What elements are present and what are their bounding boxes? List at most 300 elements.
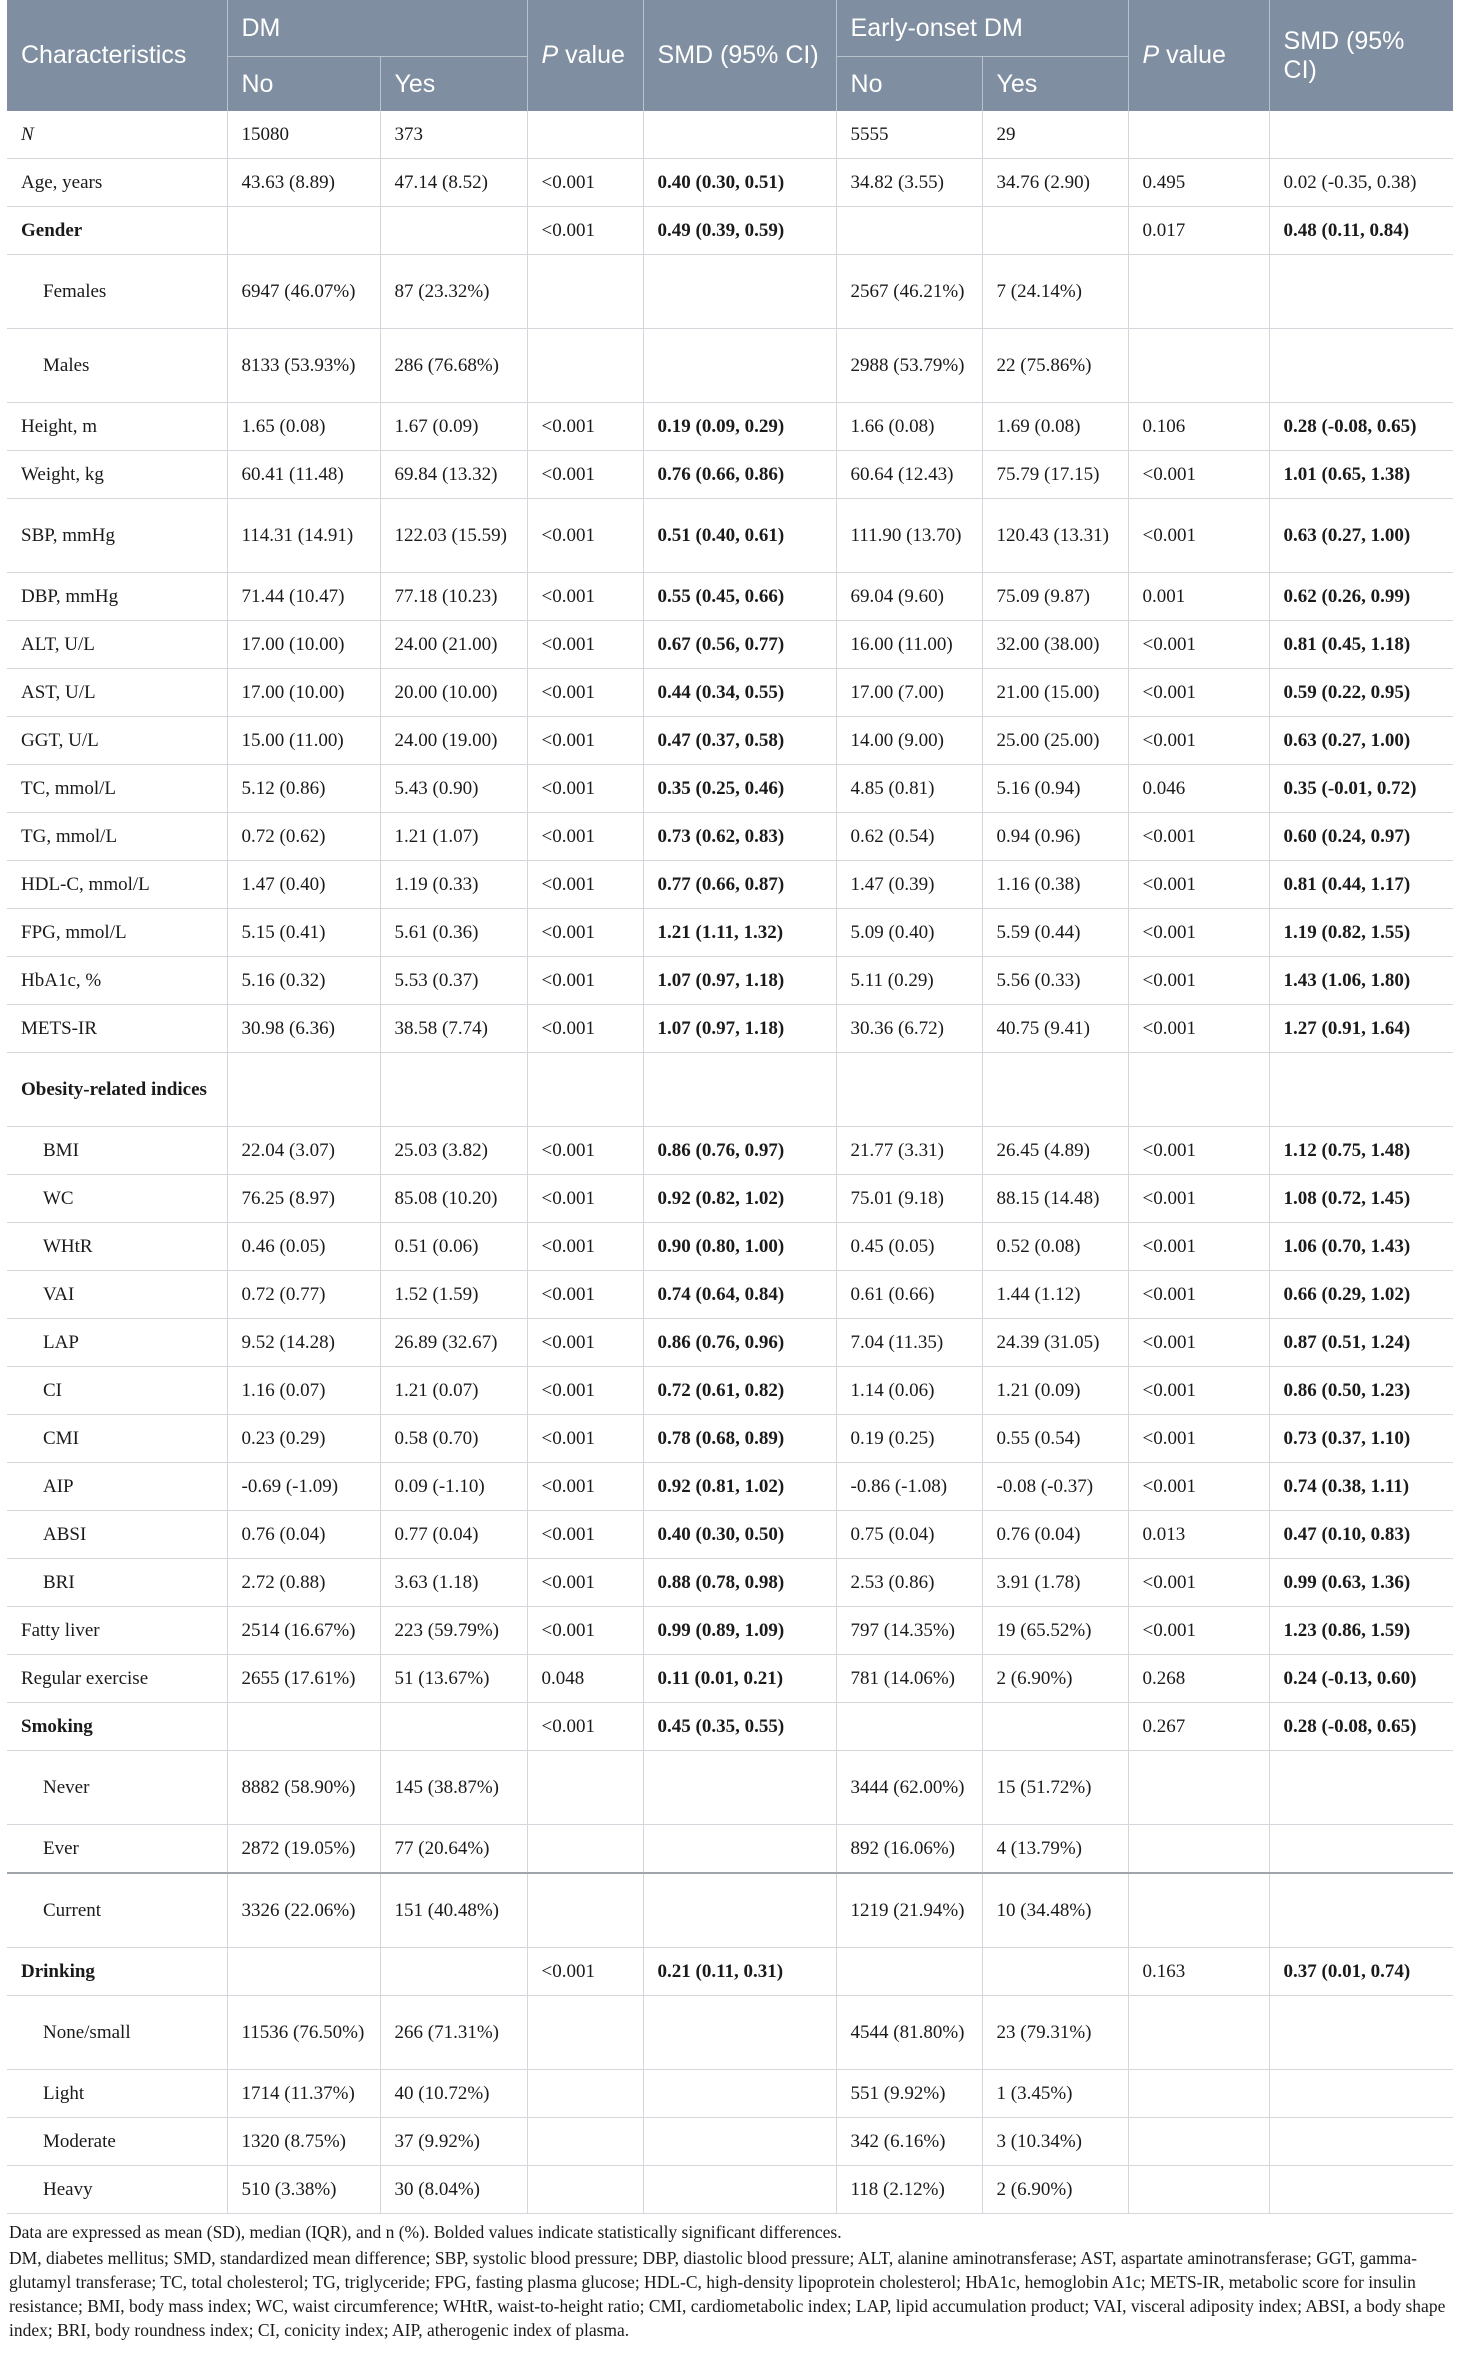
cell-eo-yes: 1 (3.45%)	[982, 2070, 1128, 2118]
cell-dm-no: 5.12 (0.86)	[227, 765, 380, 813]
table-row	[7, 1053, 1453, 1127]
cell-dm-no	[227, 1948, 380, 1996]
row-label: Light	[7, 2070, 227, 2118]
cell-eo-smd	[1269, 111, 1453, 159]
cell-eo-smd: 0.47 (0.10, 0.83)	[1269, 1511, 1453, 1559]
cell-dm-no: 8133 (53.93%)	[227, 329, 380, 403]
cell-eo-yes: 5.56 (0.33)	[982, 957, 1128, 1005]
cell-eo-smd: 1.01 (0.65, 1.38)	[1269, 451, 1453, 499]
row-label: Moderate	[7, 2118, 227, 2166]
cell-dm-smd: 0.92 (0.82, 1.02)	[643, 1175, 836, 1223]
cell-dm-smd	[643, 329, 836, 403]
cell-dm-smd	[643, 111, 836, 159]
row-label: SBP, mmHg	[7, 499, 227, 573]
cell-eo-no: 5.11 (0.29)	[836, 957, 982, 1005]
cell-dm-smd: 0.67 (0.56, 0.77)	[643, 621, 836, 669]
cell-dm-no: 5.15 (0.41)	[227, 909, 380, 957]
cell-dm-yes: 85.08 (10.20)	[380, 1175, 527, 1223]
table-row	[7, 403, 1453, 451]
cell-eo-yes: 75.09 (9.87)	[982, 573, 1128, 621]
cell-dm-no: 30.98 (6.36)	[227, 1005, 380, 1053]
row-label: Heavy	[7, 2166, 227, 2214]
cell-eo-yes: 0.55 (0.54)	[982, 1415, 1128, 1463]
row-label: CMI	[7, 1415, 227, 1463]
cell-dm-p-value	[527, 2166, 643, 2214]
cell-dm-p-value: <0.001	[527, 1319, 643, 1367]
table-row	[7, 573, 1453, 621]
cell-eo-no: 0.75 (0.04)	[836, 1511, 982, 1559]
cell-dm-smd: 0.47 (0.37, 0.58)	[643, 717, 836, 765]
row-label: AST, U/L	[7, 669, 227, 717]
cell-eo-yes: 1.21 (0.09)	[982, 1367, 1128, 1415]
cell-eo-yes: 40.75 (9.41)	[982, 1005, 1128, 1053]
cell-eo-p-value: <0.001	[1128, 1607, 1269, 1655]
row-label: Males	[7, 329, 227, 403]
cell-eo-no: 4.85 (0.81)	[836, 765, 982, 813]
cell-dm-no: 15.00 (11.00)	[227, 717, 380, 765]
cell-eo-p-value: 0.001	[1128, 573, 1269, 621]
cell-dm-smd: 1.07 (0.97, 1.18)	[643, 1005, 836, 1053]
cell-dm-yes: 1.21 (0.07)	[380, 1367, 527, 1415]
cell-eo-smd: 0.60 (0.24, 0.97)	[1269, 813, 1453, 861]
table-row	[7, 159, 1453, 207]
cell-dm-no: 43.63 (8.89)	[227, 159, 380, 207]
table-row	[7, 2070, 1453, 2118]
cell-dm-no: 2872 (19.05%)	[227, 1825, 380, 1874]
cell-dm-yes: 1.19 (0.33)	[380, 861, 527, 909]
cell-eo-no: 4544 (81.80%)	[836, 1996, 982, 2070]
cell-eo-yes: 26.45 (4.89)	[982, 1127, 1128, 1175]
row-label: VAI	[7, 1271, 227, 1319]
cell-dm-yes: 1.52 (1.59)	[380, 1271, 527, 1319]
cell-dm-no: 1.16 (0.07)	[227, 1367, 380, 1415]
cell-dm-p-value	[527, 1751, 643, 1825]
table-row	[7, 861, 1453, 909]
cell-dm-smd: 0.55 (0.45, 0.66)	[643, 573, 836, 621]
cell-dm-p-value	[527, 1053, 643, 1127]
cell-dm-p-value: 0.048	[527, 1655, 643, 1703]
row-label: BRI	[7, 1559, 227, 1607]
footnote-data-expression: Data are expressed as mean (SD), median (IQR), and n (%). Bolded values indicate statistically significant differences.	[9, 2222, 842, 2242]
cell-dm-no: 9.52 (14.28)	[227, 1319, 380, 1367]
table-row	[7, 1948, 1453, 1996]
table-row	[7, 669, 1453, 717]
cell-eo-p-value: 0.163	[1128, 1948, 1269, 1996]
cell-eo-smd	[1269, 1873, 1453, 1948]
header-characteristics: Characteristics	[7, 0, 227, 111]
cell-eo-p-value	[1128, 2166, 1269, 2214]
cell-eo-p-value: <0.001	[1128, 1415, 1269, 1463]
row-label: Fatty liver	[7, 1607, 227, 1655]
cell-dm-no: 2.72 (0.88)	[227, 1559, 380, 1607]
cell-dm-yes: 87 (23.32%)	[380, 255, 527, 329]
cell-eo-no: 17.00 (7.00)	[836, 669, 982, 717]
cell-eo-yes: 21.00 (15.00)	[982, 669, 1128, 717]
cell-dm-yes: 47.14 (8.52)	[380, 159, 527, 207]
cell-eo-yes: 0.94 (0.96)	[982, 813, 1128, 861]
cell-dm-smd	[643, 1053, 836, 1127]
table-row	[7, 813, 1453, 861]
header-dm-yes: Yes	[380, 57, 527, 112]
table-row	[7, 1319, 1453, 1367]
cell-eo-p-value	[1128, 329, 1269, 403]
header-eo-yes: Yes	[982, 57, 1128, 112]
cell-dm-smd: 0.49 (0.39, 0.59)	[643, 207, 836, 255]
table-row	[7, 2166, 1453, 2214]
cell-eo-no: 892 (16.06%)	[836, 1825, 982, 1874]
cell-eo-yes: 22 (75.86%)	[982, 329, 1128, 403]
cell-dm-smd: 1.07 (0.97, 1.18)	[643, 957, 836, 1005]
cell-dm-p-value: <0.001	[527, 1511, 643, 1559]
cell-eo-smd: 0.66 (0.29, 1.02)	[1269, 1271, 1453, 1319]
row-label: Obesity-related indices	[7, 1053, 227, 1127]
cell-dm-smd: 0.77 (0.66, 0.87)	[643, 861, 836, 909]
cell-dm-p-value	[527, 2118, 643, 2166]
header-eo-smd: SMD (95% CI)	[1269, 0, 1453, 111]
row-label: Smoking	[7, 1703, 227, 1751]
cell-dm-p-value: <0.001	[527, 403, 643, 451]
cell-dm-p-value: <0.001	[527, 1607, 643, 1655]
cell-dm-p-value: <0.001	[527, 1127, 643, 1175]
cell-eo-yes: 7 (24.14%)	[982, 255, 1128, 329]
cell-eo-yes: 32.00 (38.00)	[982, 621, 1128, 669]
cell-dm-smd: 0.45 (0.35, 0.55)	[643, 1703, 836, 1751]
cell-eo-no: 0.62 (0.54)	[836, 813, 982, 861]
table-body	[7, 111, 1453, 2214]
cell-eo-yes	[982, 207, 1128, 255]
cell-eo-yes: 75.79 (17.15)	[982, 451, 1128, 499]
table-row	[7, 207, 1453, 255]
cell-dm-no: 2514 (16.67%)	[227, 1607, 380, 1655]
cell-dm-smd: 1.21 (1.11, 1.32)	[643, 909, 836, 957]
cell-dm-yes: 145 (38.87%)	[380, 1751, 527, 1825]
cell-dm-no: 8882 (58.90%)	[227, 1751, 380, 1825]
cell-eo-no: 1.47 (0.39)	[836, 861, 982, 909]
cell-dm-yes: 77.18 (10.23)	[380, 573, 527, 621]
row-label: WC	[7, 1175, 227, 1223]
cell-eo-yes: 5.59 (0.44)	[982, 909, 1128, 957]
table-row	[7, 1415, 1453, 1463]
table-row	[7, 1703, 1453, 1751]
cell-eo-p-value: 0.013	[1128, 1511, 1269, 1559]
cell-eo-p-value: <0.001	[1128, 1175, 1269, 1223]
cell-dm-p-value: <0.001	[527, 1463, 643, 1511]
cell-eo-no: 0.45 (0.05)	[836, 1223, 982, 1271]
cell-dm-no	[227, 1053, 380, 1127]
cell-eo-p-value	[1128, 1996, 1269, 2070]
header-eo-p-value: P value	[1128, 0, 1269, 111]
cell-dm-p-value: <0.001	[527, 207, 643, 255]
cell-eo-smd	[1269, 2070, 1453, 2118]
table-header	[7, 0, 1453, 111]
cell-dm-p-value: <0.001	[527, 669, 643, 717]
cell-dm-smd: 0.40 (0.30, 0.51)	[643, 159, 836, 207]
table-row	[7, 765, 1453, 813]
cell-dm-p-value: <0.001	[527, 1271, 643, 1319]
cell-dm-p-value: <0.001	[527, 861, 643, 909]
cell-dm-smd: 0.86 (0.76, 0.96)	[643, 1319, 836, 1367]
cell-dm-smd: 0.44 (0.34, 0.55)	[643, 669, 836, 717]
cell-eo-yes: 2 (6.90%)	[982, 1655, 1128, 1703]
table-row	[7, 1873, 1453, 1948]
cell-dm-p-value: <0.001	[527, 1223, 643, 1271]
cell-dm-yes: 151 (40.48%)	[380, 1873, 527, 1948]
cell-dm-p-value: <0.001	[527, 499, 643, 573]
table-row	[7, 1127, 1453, 1175]
cell-eo-yes: 2 (6.90%)	[982, 2166, 1128, 2214]
cell-dm-yes: 25.03 (3.82)	[380, 1127, 527, 1175]
cell-dm-smd: 0.86 (0.76, 0.97)	[643, 1127, 836, 1175]
cell-dm-yes: 373	[380, 111, 527, 159]
table-row	[7, 1559, 1453, 1607]
header-dm-group: DM	[227, 0, 527, 57]
header-dm-no: No	[227, 57, 380, 112]
row-label: TC, mmol/L	[7, 765, 227, 813]
row-label: HDL-C, mmol/L	[7, 861, 227, 909]
header-dm-p-value: P value	[527, 0, 643, 111]
cell-dm-smd: 0.88 (0.78, 0.98)	[643, 1559, 836, 1607]
cell-dm-no: 114.31 (14.91)	[227, 499, 380, 573]
cell-eo-no: 34.82 (3.55)	[836, 159, 982, 207]
table-row	[7, 451, 1453, 499]
cell-dm-p-value: <0.001	[527, 1559, 643, 1607]
cell-eo-p-value: <0.001	[1128, 1127, 1269, 1175]
cell-eo-smd: 0.99 (0.63, 1.36)	[1269, 1559, 1453, 1607]
cell-dm-no: 1320 (8.75%)	[227, 2118, 380, 2166]
cell-dm-p-value: <0.001	[527, 909, 643, 957]
row-label: Never	[7, 1751, 227, 1825]
cell-dm-no: 0.76 (0.04)	[227, 1511, 380, 1559]
row-label: GGT, U/L	[7, 717, 227, 765]
cell-dm-yes	[380, 207, 527, 255]
cell-eo-smd: 0.63 (0.27, 1.00)	[1269, 717, 1453, 765]
row-label: HbA1c, %	[7, 957, 227, 1005]
cell-dm-smd: 0.99 (0.89, 1.09)	[643, 1607, 836, 1655]
cell-eo-p-value	[1128, 1751, 1269, 1825]
cell-dm-yes: 20.00 (10.00)	[380, 669, 527, 717]
cell-dm-yes: 5.61 (0.36)	[380, 909, 527, 957]
table-row	[7, 909, 1453, 957]
table-row	[7, 499, 1453, 573]
cell-dm-no: 76.25 (8.97)	[227, 1175, 380, 1223]
cell-eo-smd: 0.48 (0.11, 0.84)	[1269, 207, 1453, 255]
cell-eo-yes: 24.39 (31.05)	[982, 1319, 1128, 1367]
table-row	[7, 1607, 1453, 1655]
cell-eo-smd: 1.27 (0.91, 1.64)	[1269, 1005, 1453, 1053]
row-label: Ever	[7, 1825, 227, 1874]
table-row	[7, 1005, 1453, 1053]
cell-eo-p-value: <0.001	[1128, 717, 1269, 765]
row-label: Regular exercise	[7, 1655, 227, 1703]
cell-dm-p-value: <0.001	[527, 717, 643, 765]
cell-eo-smd: 1.43 (1.06, 1.80)	[1269, 957, 1453, 1005]
row-label: DBP, mmHg	[7, 573, 227, 621]
cell-eo-yes	[982, 1948, 1128, 1996]
cell-dm-smd	[643, 1996, 836, 2070]
cell-eo-smd: 0.59 (0.22, 0.95)	[1269, 669, 1453, 717]
cell-eo-smd: 0.81 (0.45, 1.18)	[1269, 621, 1453, 669]
row-label: CI	[7, 1367, 227, 1415]
cell-dm-smd: 0.21 (0.11, 0.31)	[643, 1948, 836, 1996]
cell-eo-p-value	[1128, 1053, 1269, 1127]
cell-eo-p-value	[1128, 2070, 1269, 2118]
cell-eo-smd: 0.73 (0.37, 1.10)	[1269, 1415, 1453, 1463]
cell-eo-no	[836, 1053, 982, 1127]
cell-dm-no: 60.41 (11.48)	[227, 451, 380, 499]
cell-dm-p-value	[527, 2070, 643, 2118]
table-row	[7, 1511, 1453, 1559]
cell-eo-smd	[1269, 2118, 1453, 2166]
cell-eo-yes: 29	[982, 111, 1128, 159]
cell-eo-smd: 0.81 (0.44, 1.17)	[1269, 861, 1453, 909]
cell-eo-smd	[1269, 1825, 1453, 1874]
cell-eo-p-value: <0.001	[1128, 451, 1269, 499]
header-eo-no: No	[836, 57, 982, 112]
cell-eo-p-value: 0.495	[1128, 159, 1269, 207]
row-label: Current	[7, 1873, 227, 1948]
cell-dm-yes: 24.00 (21.00)	[380, 621, 527, 669]
cell-dm-no: 15080	[227, 111, 380, 159]
cell-dm-smd	[643, 1751, 836, 1825]
cell-dm-smd: 0.74 (0.64, 0.84)	[643, 1271, 836, 1319]
cell-eo-no	[836, 207, 982, 255]
cell-eo-no: 5555	[836, 111, 982, 159]
cell-eo-smd: 0.63 (0.27, 1.00)	[1269, 499, 1453, 573]
cell-eo-smd: 1.06 (0.70, 1.43)	[1269, 1223, 1453, 1271]
cell-eo-no	[836, 1948, 982, 1996]
table-row	[7, 1367, 1453, 1415]
cell-eo-p-value: 0.267	[1128, 1703, 1269, 1751]
cell-dm-p-value	[527, 329, 643, 403]
cell-eo-yes: 5.16 (0.94)	[982, 765, 1128, 813]
cell-dm-yes: 266 (71.31%)	[380, 1996, 527, 2070]
cell-dm-yes	[380, 1053, 527, 1127]
cell-dm-no: 17.00 (10.00)	[227, 621, 380, 669]
cell-eo-p-value: <0.001	[1128, 1463, 1269, 1511]
cell-dm-no: 22.04 (3.07)	[227, 1127, 380, 1175]
cell-dm-p-value	[527, 111, 643, 159]
cell-eo-smd: 0.86 (0.50, 1.23)	[1269, 1367, 1453, 1415]
cell-eo-yes: 1.69 (0.08)	[982, 403, 1128, 451]
cell-dm-p-value	[527, 1825, 643, 1874]
table-row	[7, 1223, 1453, 1271]
table-row	[7, 329, 1453, 403]
cell-eo-smd: 0.02 (-0.35, 0.38)	[1269, 159, 1453, 207]
cell-eo-no: 551 (9.92%)	[836, 2070, 982, 2118]
cell-eo-no: 2.53 (0.86)	[836, 1559, 982, 1607]
cell-eo-smd: 1.08 (0.72, 1.45)	[1269, 1175, 1453, 1223]
characteristics-table	[7, 0, 1453, 2214]
cell-dm-p-value: <0.001	[527, 621, 643, 669]
cell-dm-yes: 69.84 (13.32)	[380, 451, 527, 499]
row-label: Weight, kg	[7, 451, 227, 499]
cell-dm-smd: 0.19 (0.09, 0.29)	[643, 403, 836, 451]
cell-eo-smd: 0.87 (0.51, 1.24)	[1269, 1319, 1453, 1367]
cell-dm-no: 5.16 (0.32)	[227, 957, 380, 1005]
cell-eo-no	[836, 1703, 982, 1751]
cell-dm-yes: 0.51 (0.06)	[380, 1223, 527, 1271]
cell-eo-p-value: 0.046	[1128, 765, 1269, 813]
cell-eo-yes: 23 (79.31%)	[982, 1996, 1128, 2070]
table-footnotes	[7, 2220, 1453, 2342]
cell-dm-p-value	[527, 1996, 643, 2070]
cell-eo-no: 342 (6.16%)	[836, 2118, 982, 2166]
cell-dm-smd: 0.51 (0.40, 0.61)	[643, 499, 836, 573]
cell-dm-p-value: <0.001	[527, 573, 643, 621]
cell-dm-p-value: <0.001	[527, 765, 643, 813]
cell-dm-smd: 0.72 (0.61, 0.82)	[643, 1367, 836, 1415]
cell-dm-smd: 0.11 (0.01, 0.21)	[643, 1655, 836, 1703]
cell-dm-yes: 1.21 (1.07)	[380, 813, 527, 861]
cell-eo-p-value: <0.001	[1128, 1223, 1269, 1271]
table-container	[7, 0, 1453, 2342]
cell-eo-yes: 1.16 (0.38)	[982, 861, 1128, 909]
cell-eo-no: 0.61 (0.66)	[836, 1271, 982, 1319]
cell-eo-smd: 0.62 (0.26, 0.99)	[1269, 573, 1453, 621]
row-label: LAP	[7, 1319, 227, 1367]
table-row	[7, 111, 1453, 159]
cell-eo-yes: 34.76 (2.90)	[982, 159, 1128, 207]
cell-eo-no: 3444 (62.00%)	[836, 1751, 982, 1825]
cell-eo-no: 75.01 (9.18)	[836, 1175, 982, 1223]
cell-eo-no: 30.36 (6.72)	[836, 1005, 982, 1053]
cell-eo-yes: -0.08 (-0.37)	[982, 1463, 1128, 1511]
cell-eo-smd: 0.28 (-0.08, 0.65)	[1269, 1703, 1453, 1751]
cell-eo-yes: 15 (51.72%)	[982, 1751, 1128, 1825]
cell-eo-yes: 3.91 (1.78)	[982, 1559, 1128, 1607]
row-label: ALT, U/L	[7, 621, 227, 669]
cell-eo-no: 111.90 (13.70)	[836, 499, 982, 573]
cell-dm-p-value: <0.001	[527, 957, 643, 1005]
cell-dm-yes: 5.43 (0.90)	[380, 765, 527, 813]
cell-dm-yes: 37 (9.92%)	[380, 2118, 527, 2166]
cell-dm-yes: 30 (8.04%)	[380, 2166, 527, 2214]
row-label: Gender	[7, 207, 227, 255]
cell-eo-no: 5.09 (0.40)	[836, 909, 982, 957]
cell-dm-no: 1714 (11.37%)	[227, 2070, 380, 2118]
cell-eo-yes: 120.43 (13.31)	[982, 499, 1128, 573]
cell-dm-yes: 0.58 (0.70)	[380, 1415, 527, 1463]
table-row	[7, 1271, 1453, 1319]
cell-eo-yes: 4 (13.79%)	[982, 1825, 1128, 1874]
cell-dm-no: 0.72 (0.77)	[227, 1271, 380, 1319]
cell-eo-smd: 1.19 (0.82, 1.55)	[1269, 909, 1453, 957]
cell-dm-yes: 3.63 (1.18)	[380, 1559, 527, 1607]
cell-dm-p-value: <0.001	[527, 1175, 643, 1223]
cell-dm-smd	[643, 1825, 836, 1874]
cell-eo-no: 797 (14.35%)	[836, 1607, 982, 1655]
row-label: TG, mmol/L	[7, 813, 227, 861]
cell-dm-p-value: <0.001	[527, 1703, 643, 1751]
cell-eo-no: 14.00 (9.00)	[836, 717, 982, 765]
cell-dm-yes: 0.77 (0.04)	[380, 1511, 527, 1559]
cell-dm-no: 11536 (76.50%)	[227, 1996, 380, 2070]
table-row	[7, 717, 1453, 765]
cell-eo-p-value: 0.017	[1128, 207, 1269, 255]
cell-dm-yes: 0.09 (-1.10)	[380, 1463, 527, 1511]
cell-dm-no: 3326 (22.06%)	[227, 1873, 380, 1948]
cell-dm-p-value	[527, 1873, 643, 1948]
cell-dm-yes: 223 (59.79%)	[380, 1607, 527, 1655]
cell-dm-yes: 38.58 (7.74)	[380, 1005, 527, 1053]
cell-dm-no: 1.47 (0.40)	[227, 861, 380, 909]
cell-eo-no: 21.77 (3.31)	[836, 1127, 982, 1175]
cell-eo-no: 1219 (21.94%)	[836, 1873, 982, 1948]
cell-eo-p-value: <0.001	[1128, 909, 1269, 957]
cell-dm-yes: 5.53 (0.37)	[380, 957, 527, 1005]
cell-dm-no	[227, 1703, 380, 1751]
cell-eo-no: -0.86 (-1.08)	[836, 1463, 982, 1511]
